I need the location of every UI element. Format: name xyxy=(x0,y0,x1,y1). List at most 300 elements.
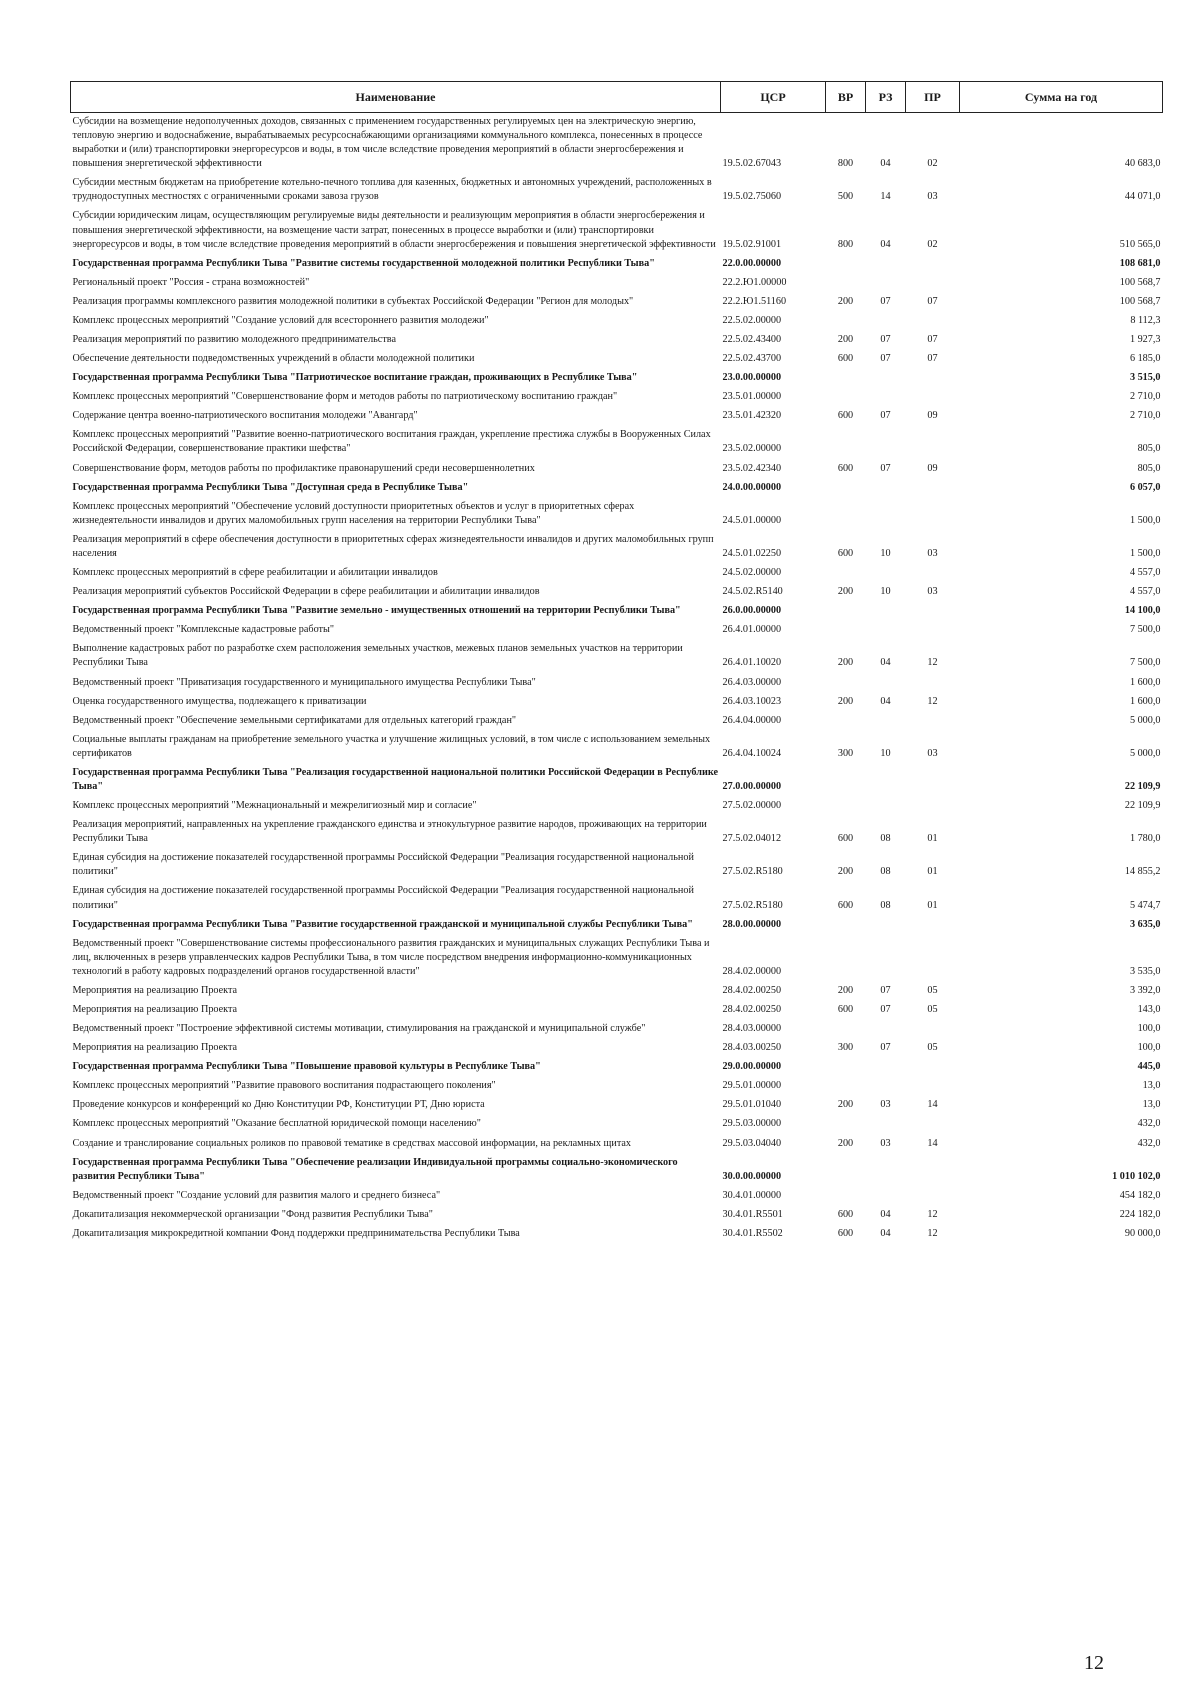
row-csr: 23.5.02.42340 xyxy=(722,462,782,474)
row-sum: 1 010 102,0 xyxy=(1112,1170,1161,1182)
row-sum: 1 600,0 xyxy=(1129,676,1161,688)
row-vr xyxy=(826,1020,866,1039)
row-rz: 10 xyxy=(880,586,891,598)
table-row xyxy=(71,331,1163,350)
row-pr xyxy=(906,674,960,693)
table-row xyxy=(71,1096,1163,1115)
row-name: Государственная программа Республики Тыва "Развитие земельно - имущественных отношений на территории Республики Тыва" xyxy=(72,605,681,617)
row-rz: 04 xyxy=(880,238,891,250)
row-pr xyxy=(906,255,960,274)
row-rz: 04 xyxy=(880,657,891,669)
row-sum: 2 710,0 xyxy=(1129,391,1161,403)
row-vr: 200 xyxy=(837,984,854,996)
row-vr xyxy=(826,674,866,693)
program-row xyxy=(71,479,1163,498)
row-sum: 143,0 xyxy=(1137,1003,1161,1015)
row-vr xyxy=(826,564,866,583)
table-row xyxy=(71,1206,1163,1225)
row-csr: 24.5.01.02250 xyxy=(722,547,782,559)
row-csr: 27.5.02.R5180 xyxy=(722,866,783,878)
row-sum: 1 500,0 xyxy=(1129,514,1161,526)
row-csr: 23.5.02.00000 xyxy=(722,443,782,455)
table-row xyxy=(71,693,1163,712)
header-pr: ПР xyxy=(906,82,960,113)
header-rz: РЗ xyxy=(866,82,906,113)
row-vr xyxy=(826,498,866,531)
row-name: Региональный проект "Россия - страна возможностей" xyxy=(72,276,310,288)
row-name: Ведомственный проект "Приватизация государственного и муниципального имущества Республики Тыва" xyxy=(72,676,536,688)
row-csr: 29.5.03.04040 xyxy=(722,1137,782,1149)
row-rz: 04 xyxy=(880,158,891,170)
row-csr: 19.5.02.67043 xyxy=(722,158,782,170)
row-sum: 6 057,0 xyxy=(1129,481,1161,493)
row-vr xyxy=(826,712,866,731)
table-row xyxy=(71,1187,1163,1206)
row-sum: 454 182,0 xyxy=(1119,1189,1161,1201)
row-vr xyxy=(826,312,866,331)
row-pr: 05 xyxy=(927,984,938,996)
header-csr: ЦСР xyxy=(721,82,826,113)
table-row xyxy=(71,816,1163,849)
row-csr: 30.4.01.00000 xyxy=(722,1189,782,1201)
row-vr: 800 xyxy=(837,158,854,170)
row-rz: 07 xyxy=(880,295,891,307)
table-row xyxy=(71,849,1163,882)
row-pr: 05 xyxy=(927,1003,938,1015)
row-rz: 08 xyxy=(880,866,891,878)
row-name: Ведомственный проект "Совершенствование системы профессионального развития гражданских и муниципальных служащих Республики Тыва и лиц, включенных в резерв управленческих кадров Республики Тыва, в том числе посредством внедрения информационно-коммуникационных технологий в работу кадровых подразделений органов государственной власти" xyxy=(72,937,710,977)
row-sum: 44 071,0 xyxy=(1124,191,1161,203)
row-rz: 07 xyxy=(880,984,891,996)
row-pr: 01 xyxy=(927,833,938,845)
row-csr: 30.4.01.R5501 xyxy=(722,1208,783,1220)
row-vr: 600 xyxy=(837,833,854,845)
row-vr: 200 xyxy=(837,1137,854,1149)
row-sum: 4 557,0 xyxy=(1129,567,1161,579)
row-csr: 30.4.01.R5502 xyxy=(722,1227,783,1239)
row-vr: 600 xyxy=(837,1003,854,1015)
table-row xyxy=(71,350,1163,369)
row-pr xyxy=(906,712,960,731)
row-vr: 200 xyxy=(837,586,854,598)
row-name: Государственная программа Республики Тыва "Развитие системы государственной молодежной политики Республики Тыва" xyxy=(72,257,655,269)
table-row xyxy=(71,564,1163,583)
row-name: Комплекс процессных мероприятий "Развитие правового воспитания подрастающего поколения" xyxy=(72,1080,496,1092)
row-sum: 8 112,3 xyxy=(1130,314,1161,326)
row-rz xyxy=(866,674,906,693)
row-vr: 600 xyxy=(837,547,854,559)
row-sum: 1 780,0 xyxy=(1129,833,1161,845)
budget-table xyxy=(70,81,1163,1244)
row-rz xyxy=(866,388,906,407)
row-pr xyxy=(906,426,960,459)
row-rz: 03 xyxy=(880,1137,891,1149)
row-pr: 02 xyxy=(927,158,938,170)
row-name: Социальные выплаты гражданам на приобретение земельного участка и улучшение жилищных условий, в том числе с использованием земельных сертификатов xyxy=(72,733,711,759)
row-sum: 7 500,0 xyxy=(1129,624,1161,636)
row-vr: 200 xyxy=(837,866,854,878)
row-csr: 22.5.02.00000 xyxy=(722,314,782,326)
row-sum: 5 000,0 xyxy=(1129,714,1161,726)
row-vr: 600 xyxy=(837,1208,854,1220)
row-vr xyxy=(826,1115,866,1134)
row-sum: 5 000,0 xyxy=(1129,747,1161,759)
row-csr: 29.5.01.00000 xyxy=(722,1080,782,1092)
table-body xyxy=(71,113,1163,1245)
row-name: Ведомственный проект "Создание условий для развития малого и среднего бизнеса" xyxy=(72,1189,441,1201)
row-pr: 14 xyxy=(927,1137,938,1149)
row-csr: 28.4.02.00250 xyxy=(722,1003,782,1015)
row-name: Обеспечение деятельности подведомственных учреждений в области молодежной политики xyxy=(72,353,475,365)
row-pr: 01 xyxy=(927,866,938,878)
row-pr: 09 xyxy=(927,410,938,422)
row-name: Ведомственный проект "Комплексные кадастровые работы" xyxy=(72,624,334,636)
row-vr xyxy=(826,764,866,797)
row-rz: 07 xyxy=(880,410,891,422)
table-row xyxy=(71,1115,1163,1134)
table-row xyxy=(71,982,1163,1001)
row-rz: 07 xyxy=(880,353,891,365)
row-rz: 08 xyxy=(880,899,891,911)
row-vr: 600 xyxy=(837,353,854,365)
row-sum: 445,0 xyxy=(1137,1061,1161,1073)
row-name: Единая субсидия на достижение показателей государственной программы Российской Федерации "Реализация государственной национальной политики" xyxy=(72,885,694,911)
table-row xyxy=(71,621,1163,640)
row-pr xyxy=(906,369,960,388)
row-pr: 14 xyxy=(927,1099,938,1111)
row-pr xyxy=(906,388,960,407)
row-rz xyxy=(866,369,906,388)
table-row xyxy=(71,1077,1163,1096)
program-row xyxy=(71,1058,1163,1077)
row-rz xyxy=(866,1154,906,1187)
table-row xyxy=(71,174,1163,207)
row-csr: 22.0.00.00000 xyxy=(722,257,782,269)
row-csr: 24.5.02.00000 xyxy=(722,567,782,579)
row-sum: 13,0 xyxy=(1142,1080,1161,1092)
row-pr: 03 xyxy=(927,547,938,559)
row-pr: 09 xyxy=(927,462,938,474)
row-name: Комплекс процессных мероприятий "Совершенствование форм и методов работы по патриотическому воспитанию граждан" xyxy=(72,391,618,403)
row-rz xyxy=(866,764,906,797)
row-csr: 27.0.00.00000 xyxy=(722,780,782,792)
table-row xyxy=(71,498,1163,531)
row-pr xyxy=(906,1115,960,1134)
row-name: Государственная программа Республики Тыва "Обеспечение реализации Индивидуальной программы социально-экономического развития Республики Тыва" xyxy=(72,1156,678,1182)
row-vr: 200 xyxy=(837,657,854,669)
row-csr: 24.5.02.R5140 xyxy=(722,586,783,598)
row-vr xyxy=(826,1077,866,1096)
row-name: Докапитализация некоммерческой организации "Фонд развития Республики Тыва" xyxy=(72,1208,433,1220)
row-name: Комплекс процессных мероприятий "Развитие военно-патриотического воспитания граждан, укрепление престижа службы в Вооруженных Силах Российской Федерации, совершенствование практики шефства" xyxy=(72,429,711,455)
row-csr: 26.4.03.00000 xyxy=(722,676,782,688)
row-name: Совершенствование форм, методов работы по профилактике правонарушений среди несовершеннолетних xyxy=(72,462,535,474)
row-vr xyxy=(826,1154,866,1187)
row-vr xyxy=(826,388,866,407)
program-row xyxy=(71,369,1163,388)
row-vr: 600 xyxy=(837,1227,854,1239)
row-rz xyxy=(866,602,906,621)
row-csr: 19.5.02.91001 xyxy=(722,238,782,250)
row-csr: 30.0.00.00000 xyxy=(722,1170,782,1182)
row-sum: 22 109,9 xyxy=(1124,800,1161,812)
row-rz: 08 xyxy=(880,833,891,845)
header-vr: ВР xyxy=(826,82,866,113)
row-pr: 02 xyxy=(927,238,938,250)
row-name: Субсидии местным бюджетам на приобретение котельно-печного топлива для казенных, бюджетных и автономных учреждений, расположенных в труднодоступных местностях с ограниченными сроками завоза грузов xyxy=(72,177,712,203)
row-pr xyxy=(906,498,960,531)
row-vr xyxy=(826,479,866,498)
row-rz xyxy=(866,916,906,935)
header-name: Наименование xyxy=(71,82,721,113)
row-sum: 4 557,0 xyxy=(1129,586,1161,598)
row-name: Государственная программа Республики Тыва "Развитие государственной гражданской и муниципальной службы Республики Тыва" xyxy=(72,918,693,930)
row-name: Государственная программа Республики Тыва "Реализация государственной национальной политики Российской Федерации в Республике Тыва" xyxy=(72,766,718,792)
row-vr xyxy=(826,935,866,982)
row-vr: 200 xyxy=(837,295,854,307)
row-sum: 14 100,0 xyxy=(1124,605,1161,617)
program-row xyxy=(71,1154,1163,1187)
row-sum: 7 500,0 xyxy=(1129,657,1161,669)
table-row xyxy=(71,312,1163,331)
row-pr: 12 xyxy=(927,1208,938,1220)
row-pr xyxy=(906,1187,960,1206)
row-sum: 1 927,3 xyxy=(1129,334,1161,346)
row-rz xyxy=(866,1187,906,1206)
table-row xyxy=(71,882,1163,915)
row-pr xyxy=(906,935,960,982)
row-vr: 200 xyxy=(837,334,854,346)
row-name: Мероприятия на реализацию Проекта xyxy=(72,1042,238,1054)
row-rz xyxy=(866,1077,906,1096)
page-number: 12 xyxy=(1084,1652,1104,1674)
program-row xyxy=(71,916,1163,935)
row-rz: 04 xyxy=(880,695,891,707)
row-vr xyxy=(826,369,866,388)
row-csr: 22.2.Ю1.51160 xyxy=(722,295,787,307)
row-sum: 40 683,0 xyxy=(1124,158,1161,170)
row-sum: 14 855,2 xyxy=(1124,866,1161,878)
row-pr xyxy=(906,621,960,640)
row-sum: 432,0 xyxy=(1137,1118,1161,1130)
row-name: Реализация мероприятий в сфере обеспечения доступности в приоритетных сферах жизнедеятельности инвалидов и других маломобильных групп населения xyxy=(72,533,714,559)
row-sum: 13,0 xyxy=(1142,1099,1161,1111)
row-rz xyxy=(866,1115,906,1134)
table-row xyxy=(71,426,1163,459)
row-pr xyxy=(906,1020,960,1039)
row-pr: 05 xyxy=(927,1042,938,1054)
row-csr: 22.5.02.43400 xyxy=(722,334,782,346)
row-name: Комплекс процессных мероприятий "Оказание бесплатной юридической помощи населению" xyxy=(72,1118,481,1130)
row-csr: 27.5.02.04012 xyxy=(722,833,782,845)
header-sum: Сумма на год xyxy=(960,82,1163,113)
row-pr: 12 xyxy=(927,657,938,669)
program-row xyxy=(71,255,1163,274)
row-pr xyxy=(906,1077,960,1096)
row-csr: 28.4.02.00250 xyxy=(722,984,782,996)
row-name: Субсидии на возмещение недополученных доходов, связанных с применением государственных регулируемых цен на электрическую энергию, тепловую энергию и водоснабжение, вырабатываемых ресурсоснабжающими организациями коммунального комплекса, понесенных в процессе выработки и (или) транспортировки энергоресурсов и воды, в том числе вследствие проведения мероприятий в области энергосбережения и повышения энергетической эффективности xyxy=(72,116,703,170)
row-csr: 28.0.00.00000 xyxy=(722,918,782,930)
row-csr: 29.5.01.01040 xyxy=(722,1099,782,1111)
row-sum: 100 568,7 xyxy=(1119,295,1161,307)
row-name: Реализация мероприятий субъектов Российской Федерации в сфере реабилитации и абилитации инвалидов xyxy=(72,586,540,598)
row-pr xyxy=(906,602,960,621)
row-pr xyxy=(906,1154,960,1187)
row-rz xyxy=(866,255,906,274)
row-name: Ведомственный проект "Обеспечение земельными сертификатами для отдельных категорий граждан" xyxy=(72,714,517,726)
row-pr xyxy=(906,797,960,816)
row-csr: 29.0.00.00000 xyxy=(722,1061,782,1073)
row-sum: 100 568,7 xyxy=(1119,276,1161,288)
table-row xyxy=(71,207,1163,254)
row-pr xyxy=(906,916,960,935)
row-name: Выполнение кадастровых работ по разработке схем расположения земельных участков, межевых планов земельных участков на территории Республики Тыва xyxy=(72,643,683,669)
row-rz xyxy=(866,479,906,498)
row-rz xyxy=(866,797,906,816)
row-vr xyxy=(826,602,866,621)
row-rz: 07 xyxy=(880,1003,891,1015)
row-rz xyxy=(866,426,906,459)
row-sum: 2 710,0 xyxy=(1129,410,1161,422)
row-rz xyxy=(866,312,906,331)
table-row xyxy=(71,640,1163,673)
row-sum: 1 600,0 xyxy=(1129,695,1161,707)
row-csr: 29.5.03.00000 xyxy=(722,1118,782,1130)
row-pr xyxy=(906,764,960,797)
table-row xyxy=(71,731,1163,764)
row-name: Ведомственный проект "Построение эффективной системы мотивации, стимулирования на гражданской и муниципальной службе" xyxy=(72,1023,646,1035)
row-csr: 24.0.00.00000 xyxy=(722,481,782,493)
row-sum: 6 185,0 xyxy=(1129,353,1161,365)
row-name: Проведение конкурсов и конференций ко Дню Конституции РФ, Конституции РТ, Дню юриста xyxy=(72,1099,485,1111)
row-rz: 07 xyxy=(880,1042,891,1054)
row-pr: 01 xyxy=(927,899,938,911)
row-pr: 03 xyxy=(927,191,938,203)
row-sum: 3 392,0 xyxy=(1129,984,1161,996)
table-row xyxy=(71,1225,1163,1244)
program-row xyxy=(71,602,1163,621)
row-rz xyxy=(866,564,906,583)
row-name: Содержание центра военно-патриотического воспитания молодежи "Авангард" xyxy=(72,410,418,422)
row-sum: 100,0 xyxy=(1137,1042,1161,1054)
row-sum: 805,0 xyxy=(1137,462,1161,474)
row-name: Реализация мероприятий по развитию молодежного предпринимательства xyxy=(72,334,396,346)
row-sum: 805,0 xyxy=(1137,443,1161,455)
row-sum: 432,0 xyxy=(1137,1137,1161,1149)
row-csr: 27.5.02.R5180 xyxy=(722,899,783,911)
row-csr: 26.0.00.00000 xyxy=(722,605,782,617)
table-row xyxy=(71,1001,1163,1020)
row-csr: 26.4.04.10024 xyxy=(722,747,782,759)
row-pr: 12 xyxy=(927,695,938,707)
row-vr xyxy=(826,797,866,816)
row-vr xyxy=(826,1058,866,1077)
row-vr xyxy=(826,621,866,640)
row-vr: 300 xyxy=(837,747,854,759)
row-rz: 10 xyxy=(880,747,891,759)
row-sum: 3 535,0 xyxy=(1129,965,1161,977)
row-csr: 26.4.03.10023 xyxy=(722,695,782,707)
table-row xyxy=(71,274,1163,293)
row-name: Реализация мероприятий, направленных на укрепление гражданского единства и этнокультурное развитие народов, проживающих на территории Республики Тыва xyxy=(72,819,707,845)
row-name: Комплекс процессных мероприятий "Обеспечение условий доступности приоритетных объектов и услуг в приоритетных сферах жизнедеятельности инвалидов и других маломобильных групп населения на территории Республики Тыва" xyxy=(72,500,635,526)
row-name: Оценка государственного имущества, подлежащего к приватизации xyxy=(72,695,367,707)
row-rz: 04 xyxy=(880,1208,891,1220)
row-rz: 07 xyxy=(880,462,891,474)
row-csr: 27.5.02.00000 xyxy=(722,800,782,812)
table-row xyxy=(71,113,1163,175)
row-rz: 10 xyxy=(880,547,891,559)
table-row xyxy=(71,1020,1163,1039)
row-csr: 26.4.01.10020 xyxy=(722,657,782,669)
table-row xyxy=(71,1039,1163,1058)
row-name: Единая субсидия на достижение показателей государственной программы Российской Федерации "Реализация государственной национальной политики" xyxy=(72,852,694,878)
row-csr: 28.4.03.00000 xyxy=(722,1023,782,1035)
row-csr: 23.5.01.42320 xyxy=(722,410,782,422)
row-name: Комплекс процессных мероприятий в сфере реабилитации и абилитации инвалидов xyxy=(72,567,438,579)
table-header xyxy=(71,82,1163,113)
table-row xyxy=(71,935,1163,982)
program-row xyxy=(71,764,1163,797)
row-pr: 03 xyxy=(927,747,938,759)
row-csr: 28.4.03.00250 xyxy=(722,1042,782,1054)
table-row xyxy=(71,388,1163,407)
row-vr xyxy=(826,916,866,935)
row-rz xyxy=(866,935,906,982)
row-rz xyxy=(866,712,906,731)
row-vr xyxy=(826,1187,866,1206)
row-pr: 12 xyxy=(927,1227,938,1239)
row-name: Мероприятия на реализацию Проекта xyxy=(72,1003,238,1015)
row-sum: 90 000,0 xyxy=(1124,1227,1161,1239)
row-pr xyxy=(906,312,960,331)
row-rz xyxy=(866,1020,906,1039)
table-row xyxy=(71,583,1163,602)
row-vr xyxy=(826,274,866,293)
row-vr: 800 xyxy=(837,238,854,250)
row-name: Государственная программа Республики Тыва "Доступная среда в Республике Тыва" xyxy=(72,481,469,493)
row-csr: 26.4.01.00000 xyxy=(722,624,782,636)
row-vr: 600 xyxy=(837,410,854,422)
row-rz: 04 xyxy=(880,1227,891,1239)
row-pr xyxy=(906,479,960,498)
row-vr: 200 xyxy=(837,1099,854,1111)
row-vr: 200 xyxy=(837,695,854,707)
row-sum: 108 681,0 xyxy=(1119,257,1161,269)
row-name: Реализация программы комплексного развития молодежной политики в субъектах Российской Федерации "Регион для молодых" xyxy=(72,295,634,307)
row-rz xyxy=(866,274,906,293)
row-vr xyxy=(826,426,866,459)
row-rz xyxy=(866,1058,906,1077)
row-sum: 1 500,0 xyxy=(1129,547,1161,559)
table-row xyxy=(71,460,1163,479)
row-csr: 22.2.Ю1.00000 xyxy=(722,276,787,288)
row-vr: 600 xyxy=(837,462,854,474)
row-vr: 300 xyxy=(837,1042,854,1054)
row-sum: 224 182,0 xyxy=(1119,1208,1161,1220)
row-csr: 23.5.01.00000 xyxy=(722,391,782,403)
row-vr xyxy=(826,255,866,274)
row-name: Государственная программа Республики Тыва "Повышение правовой культуры в Республике Тыва" xyxy=(72,1061,541,1073)
row-pr xyxy=(906,1058,960,1077)
row-name: Государственная программа Республики Тыва "Патриотическое воспитание граждан, проживающих в Республике Тыва" xyxy=(72,372,638,384)
row-sum: 510 565,0 xyxy=(1119,238,1161,250)
row-rz: 07 xyxy=(880,334,891,346)
row-rz xyxy=(866,621,906,640)
table-row xyxy=(71,797,1163,816)
row-name: Создание и транслирование социальных роликов по правовой тематике в средствах массовой информации, на рекламных щитах xyxy=(72,1137,632,1149)
table-row xyxy=(71,293,1163,312)
